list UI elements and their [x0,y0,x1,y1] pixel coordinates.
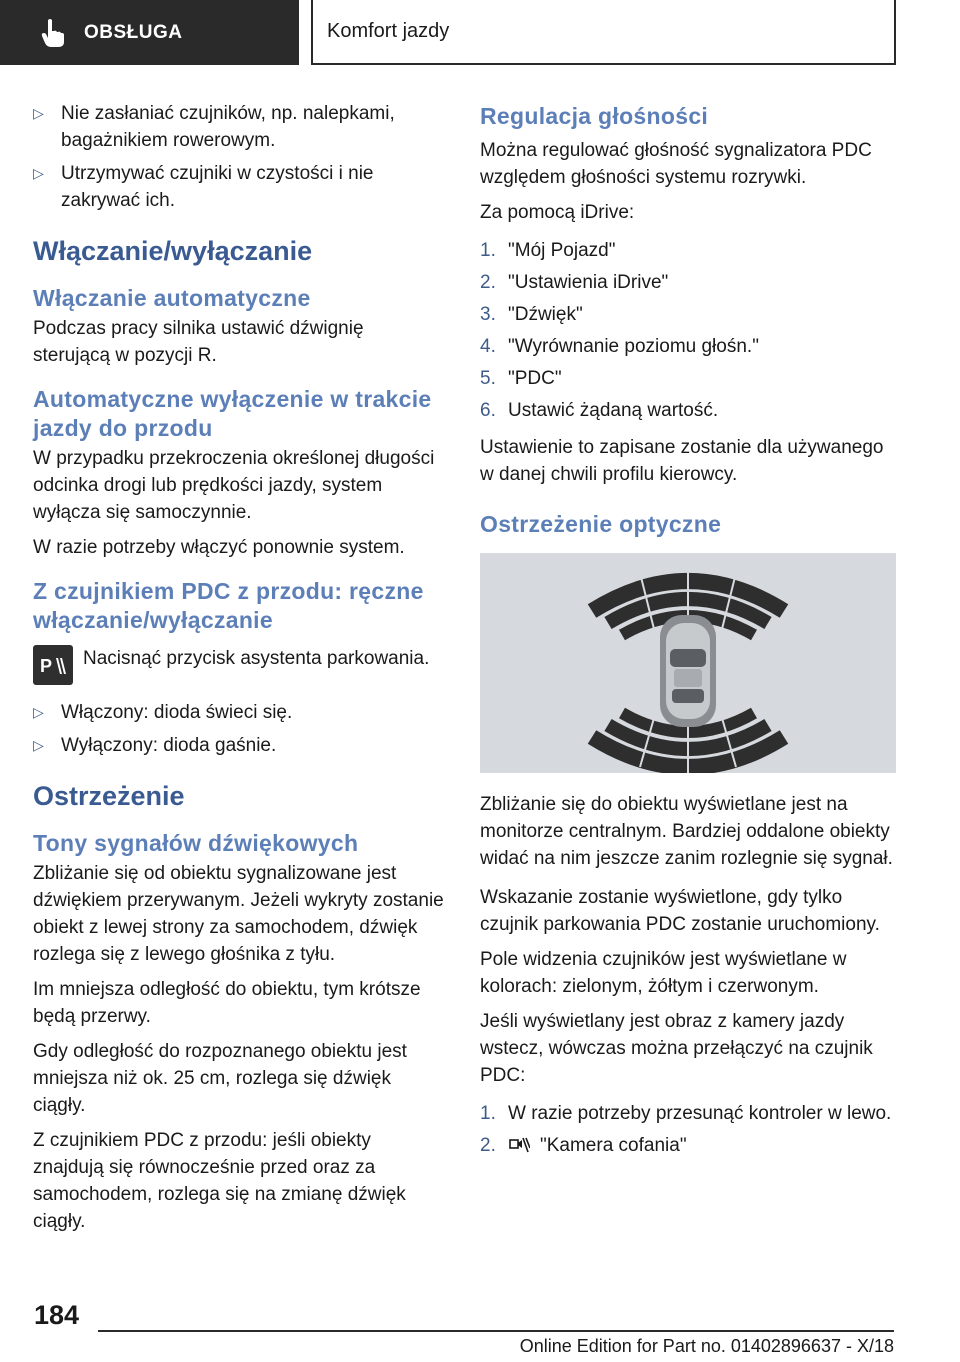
triangle-bullet-icon: ▷ [33,704,44,720]
paragraph: W przypadku przekroczenia określonej długości odcinka drogi lub prędkości jazdy, system wyłącza się samoczynnie. [33,448,435,523]
paragraph: Gdy odległość do rozpoznanego obiektu jest mniejsza niż ok. 25 cm, rozlega się dźwięk ciągły. [33,1041,407,1116]
section-heading: Włączanie/wyłączanie [33,236,313,266]
triangle-bullet-icon: ▷ [33,165,44,181]
steps-list [480,1097,896,1161]
left-column [33,100,445,1235]
edition-note: Online Edition for Part no. 01402896637 - X/18 [519,1336,894,1356]
page-number: 184 [34,1300,80,1330]
subsection-heading: Ostrzeżenie optyczne [480,511,722,537]
paragraph: Wskazanie zostanie wyświetlone, gdy tylko czujnik parkowania PDC zostanie uruchomiony. [480,887,880,935]
list-item: ▷ Utrzymywać czujniki w czystości i nie zakrywać ich. [33,160,445,214]
chapter-header [311,0,896,65]
list-item: 2. "Kamera cofania" [480,1134,687,1156]
list-item: 6. Ustawić żądaną wartość. [480,399,719,421]
parking-assistant-button-icon [33,645,73,685]
pdc-display-illustration [480,553,896,773]
paragraph: Za pomocą iDrive: [480,202,635,223]
footer-divider [98,1330,894,1332]
triangle-bullet-icon: ▷ [33,105,44,121]
subsection-heading: Tony sygnałów dźwiękowych [33,830,359,856]
list-item: 1. W razie potrzeby przesunąć kontroler w lewo. [480,1102,892,1124]
list-item: ▷ Wyłączony: dioda gaśnie. [33,732,445,759]
rear-camera-icon [508,1136,530,1154]
hand-pointer-icon [40,18,66,48]
paragraph: Można regulować głośność sygnalizatora PDC względem głośności systemu rozrywki. [480,140,872,188]
subsection-heading: Automatyczne wyłączenie w trakcie jazdy do przodu [33,386,432,441]
subsection-heading: Regulacja głośności [480,103,709,129]
subsection-heading: Włączanie automatyczne [33,285,311,311]
paragraph: Ustawienie to zapisane zostanie dla używanego w danej chwili profilu kierowcy. [480,437,884,485]
paragraph: Nacisnąć przycisk asystenta parkowania. [83,648,430,669]
list-item: 2. "Ustawienia iDrive" [480,271,669,293]
triangle-bullet-icon: ▷ [33,737,44,753]
list-item: 5. "PDC" [480,367,562,389]
section-tab [0,0,299,65]
paragraph: Zbliżanie się od obiektu sygnalizowane jest dźwiękiem przerywanym. Jeżeli wykryty zostanie obiekt z lewej strony za samochodem, dźwięk rozlega się z lewego głośnika z tyłu. [33,863,444,965]
section-tab-label: OBSŁUGA [84,21,183,43]
steps-list [480,234,896,426]
list-item: ▷ Nie zasłaniać czujników, np. nalepkami, bagażnikiem rowerowym. [33,100,445,154]
right-column [480,100,896,1161]
list-item: 4. "Wyrównanie poziomu głośn." [480,335,759,357]
button-instruction [33,645,445,685]
paragraph: Podczas pracy silnika ustawić dźwignię sterującą w pozycji R. [33,318,364,366]
list-item: ▷ Włączony: dioda świeci się. [33,699,445,726]
svg-text:P: P [40,656,53,676]
chapter-title: Komfort jazdy [327,20,450,42]
list-item: 1. "Mój Pojazd" [480,239,616,261]
paragraph: Jeśli wyświetlany jest obraz z kamery jazdy wstecz, wówczas można przełączyć na czujnik PDC: [480,1011,873,1086]
subsection-heading: Z czujnikiem PDC z przodu: ręczne włączanie/wyłączanie [33,578,424,633]
list-item: 3. "Dźwięk" [480,303,583,325]
paragraph: Pole widzenia czujników jest wyświetlane w kolorach: zielonym, żółtym i czerwonym. [480,949,847,997]
section-heading: Ostrzeżenie [33,781,185,811]
paragraph: Im mniejsza odległość do obiektu, tym krótsze będą przerwy. [33,979,421,1027]
paragraph: W razie potrzeby włączyć ponownie system. [33,537,405,558]
paragraph: Zbliżanie się do obiektu wyświetlane jest na monitorze centralnym. Bardziej oddalone obiekty widać na nim jeszcze zanim rozlegnie się sygnał. [480,794,893,869]
paragraph: Z czujnikiem PDC z przodu: jeśli obiekty znajdują się równocześnie przed oraz za samochodem, rozlega się na zmianę dźwięk ciągły. [33,1130,406,1232]
